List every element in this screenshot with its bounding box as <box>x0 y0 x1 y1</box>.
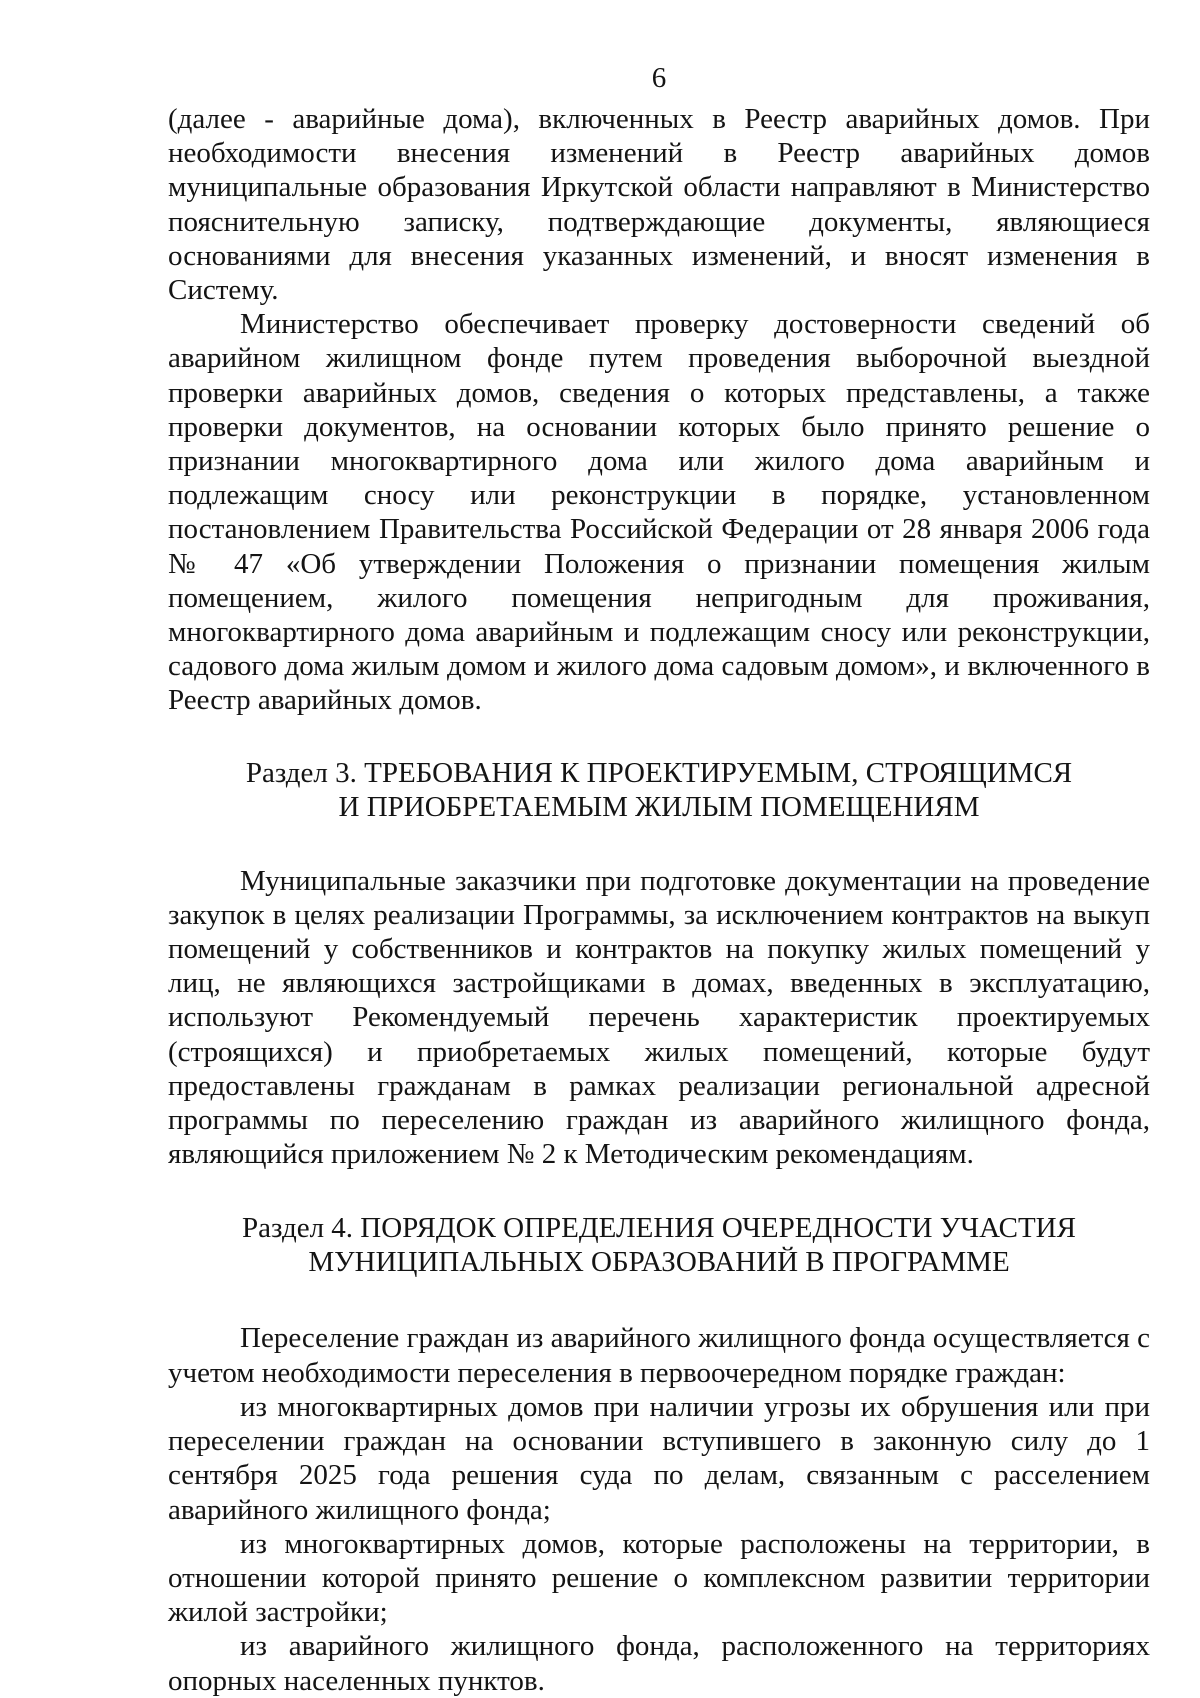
section-4-paragraph-intro: Переселение граждан из аварийного жилищного фонда осуществляется с учетом необходимости переселения в первоочередном порядке граждан: <box>168 1322 1150 1389</box>
section-3-paragraph: Муниципальные заказчики при подготовке документации на проведение закупок в целях реализации Программы, за исключением контрактов на выкуп помещений у собственников и контрактов на покупку жилых помещений у лиц, не являющихся застройщиками в домах, введенных в эксплуатацию, используют Рекомендуемый перечень характеристик проектируемых (строящихся) и приобретаемых жилых помещений, которые будут предоставлены гражданам в рамках реализации региональной адресной программы по переселению граждан из аварийного жилищного фонда, являющийся приложением № 2 к Методическим рекомендациям. <box>168 864 1150 1171</box>
section-3-title-line-1: Раздел 3. ТРЕБОВАНИЯ К ПРОЕКТИРУЕМЫМ, СТРОЯЩИМСЯ <box>245 756 1073 789</box>
page-number: 6 <box>651 62 667 94</box>
section-3-heading <box>168 756 1150 824</box>
section-3-title-line-2: И ПРИОБРЕТАЕМЫМ ЖИЛЫМ ПОМЕЩЕНИЯМ <box>338 790 980 823</box>
section-4-title-line-1: Раздел 4. ПОРЯДОК ОПРЕДЕЛЕНИЯ ОЧЕРЕДНОСТИ УЧАСТИЯ <box>242 1212 1076 1245</box>
section-4-item-support-settlements: из аварийного жилищного фонда, расположенного на территориях опорных населенных пунктов. <box>168 1630 1150 1697</box>
section-4-title-line-2: МУНИЦИПАЛЬНЫХ ОБРАЗОВАНИЙ В ПРОГРАММЕ <box>308 1246 1010 1279</box>
paragraph-ministry-verification: Министерство обеспечивает проверку достоверности сведений об аварийном жилищном фонде путем проведения выборочной выездной проверки аварийных домов, сведения о которых представлены, а также проверки документов, на основании которых было принято решение о признании многоквартирного дома или жилого дома аварийным и подлежащим сносу или реконструкции в порядке, установленном постановлением Правительства Российской Федерации от 28 января 2006 года № 47 «Об утверждении Положения о признании помещения жилым помещением, жилого помещения непригодным для проживания, многоквартирного дома аварийным и подлежащим сносу или реконструкции, садового дома жилым домом и жилого дома садовым домом», и включенного в Реестр аварийных домов. <box>168 308 1150 717</box>
paragraph-continuation: (далее - аварийные дома), включенных в Реестр аварийных домов. При необходимости внесения изменений в Реестр аварийных домов муниципальные образования Иркутской области направляют в Министерство пояснительную записку, подтверждающие документы, являющиеся основаниями для внесения указанных изменений, и вносят изменения в Систему. <box>168 103 1150 307</box>
section-4-item-complex-development: из многоквартирных домов, которые расположены на территории, в отношении которой принято решение о комплексном развитии территории жилой застройки; <box>168 1527 1150 1629</box>
section-4-item-collapse-threat: из многоквартирных домов при наличии угрозы их обрушения или при переселении граждан на основании вступившего в законную силу до 1 сентября 2025 года решения суда по делам, связанным с расселением аварийного жилищного фонда; <box>168 1390 1150 1526</box>
section-4-heading <box>168 1211 1150 1279</box>
document-page <box>168 60 1150 1698</box>
